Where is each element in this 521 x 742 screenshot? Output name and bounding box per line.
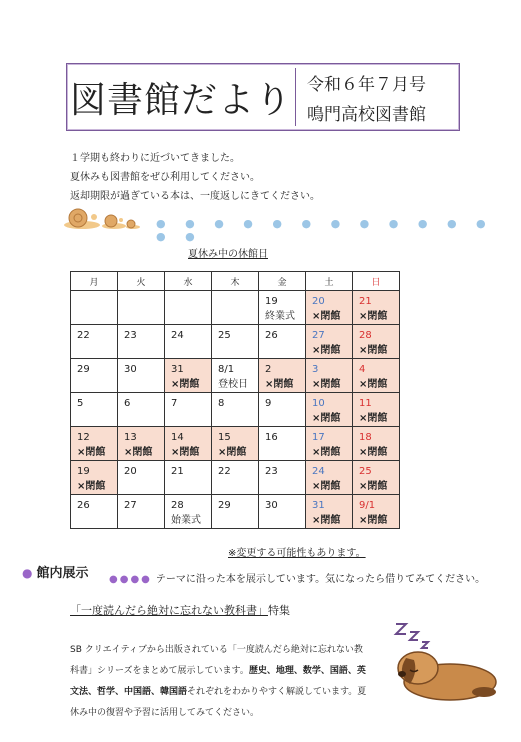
intro-line: １学期も終わりに近づいてきました。: [70, 153, 240, 164]
calendar-day-cell: [259, 291, 306, 325]
closed-label: ×閉館: [359, 345, 388, 356]
closed-label: ×閉館: [77, 447, 106, 458]
sleep-z-icon: [396, 624, 428, 648]
calendar-date: 18: [359, 432, 372, 443]
calendar-day-header: 日: [353, 272, 400, 291]
calendar-date: 30: [265, 500, 278, 511]
calendar-date: 16: [265, 432, 278, 443]
calendar-day-header: 火: [118, 272, 165, 291]
calendar-week-row: [71, 325, 400, 359]
calendar-day-cell: [71, 427, 118, 461]
calendar-day-cell: [118, 359, 165, 393]
calendar-day-cell: [71, 495, 118, 529]
calendar-date: 20: [312, 296, 325, 307]
feature-subjects: 歴史、地理、数学、国語、英文法、哲学、中国語、韓国語: [70, 666, 366, 697]
calendar-day-header: 土: [306, 272, 353, 291]
calendar-date: 29: [218, 500, 231, 511]
calendar-day-header: 水: [165, 272, 212, 291]
closed-label: ×閉館: [359, 515, 388, 526]
snail-icon: [102, 215, 126, 229]
calendar-date: 11: [359, 398, 372, 409]
calendar-week-row: [71, 359, 400, 393]
calendar-day-cell: [306, 427, 353, 461]
calendar-date: 8: [218, 398, 225, 409]
sleeping-dog-illustration: [388, 618, 508, 708]
calendar-date: 8/1: [218, 364, 235, 375]
calendar-week-row: [71, 291, 400, 325]
calendar-date: 19: [265, 296, 278, 307]
calendar-date: 2: [265, 364, 272, 375]
calendar-date: 7: [171, 398, 178, 409]
calendar-date: 22: [77, 330, 90, 341]
calendar-day-cell: [212, 393, 259, 427]
calendar-day-cell: [212, 325, 259, 359]
feature-heading-title: 「一度読んだら絶対に忘れない教科書」: [70, 604, 268, 617]
calendar-day-cell: [118, 291, 165, 325]
intro-line: 返却期限が過ぎている本は、一度返しにきてください。: [70, 191, 320, 202]
exhibit-description: [109, 570, 485, 585]
calendar-date: 4: [359, 364, 366, 375]
closed-label: ×閉館: [359, 447, 388, 458]
closed-label: ×閉館: [359, 379, 388, 390]
snails-illustration: [60, 203, 142, 231]
feature-heading: [70, 602, 290, 618]
calendar-day-cell: [306, 495, 353, 529]
calendar-day-cell: [71, 291, 118, 325]
calendar-date: 10: [312, 398, 325, 409]
calendar-day-header: 木: [212, 272, 259, 291]
calendar-day-header: 金: [259, 272, 306, 291]
issue-date: 令和６年７月号: [307, 75, 426, 95]
school-library-name: 鳴門高校図書館: [307, 105, 426, 125]
calendar-day-cell: [259, 427, 306, 461]
calendar-day-cell: [353, 291, 400, 325]
calendar-date: 9: [265, 398, 272, 409]
calendar-day-cell: [212, 427, 259, 461]
calendar-date: 3: [312, 364, 319, 375]
calendar-date: 28: [171, 500, 184, 511]
calendar-day-cell: [353, 393, 400, 427]
closed-label: ×閉館: [312, 515, 341, 526]
calendar-day-cell: [71, 325, 118, 359]
feature-body: [70, 640, 370, 724]
feature-body-text: SB クリエイティブから出版されている「一度読んだら絶対に忘れない教科書」シリーズをまとめて展示しています。: [70, 645, 363, 676]
closed-label: ×閉館: [218, 447, 247, 458]
calendar-day-cell: [165, 359, 212, 393]
calendar-day-cell: [165, 393, 212, 427]
closed-label: ×閉館: [124, 447, 153, 458]
calendar-date: 17: [312, 432, 325, 443]
calendar-day-cell: [71, 393, 118, 427]
calendar-day-cell: [306, 359, 353, 393]
event-label: 始業式: [171, 515, 201, 526]
calendar-day-cell: [259, 359, 306, 393]
calendar-date: 6: [124, 398, 131, 409]
calendar-date: 24: [171, 330, 184, 341]
calendar-body: [71, 291, 400, 529]
calendar-day-cell: [306, 461, 353, 495]
calendar-day-cell: [353, 427, 400, 461]
calendar-date: 9/1: [359, 500, 376, 511]
calendar-day-cell: [118, 325, 165, 359]
closed-label: ×閉館: [359, 311, 388, 322]
closed-label: ×閉館: [359, 481, 388, 492]
closed-label: ×閉館: [312, 413, 341, 424]
closed-label: ×閉館: [359, 413, 388, 424]
calendar-date: 23: [124, 330, 137, 341]
calendar-day-cell: [353, 359, 400, 393]
calendar-date: 29: [77, 364, 90, 375]
closed-label: ×閉館: [312, 311, 341, 322]
closed-label: ×閉館: [265, 379, 294, 390]
exhibit-heading-text: 館内展示: [36, 566, 89, 581]
bullet-icon: ●: [22, 566, 33, 580]
calendar-date: 26: [77, 500, 90, 511]
event-label: 終業式: [265, 311, 295, 322]
calendar-day-cell: [212, 359, 259, 393]
closed-label: ×閉館: [312, 481, 341, 492]
calendar-day-cell: [71, 359, 118, 393]
calendar-date: 27: [124, 500, 137, 511]
calendar-date: 30: [124, 364, 137, 375]
intro-line: 夏休みも図書館をぜひ利用してください。: [70, 172, 260, 183]
exhibit-text: テーマに沿った本を展示しています。気になったら借りてみてください。: [155, 574, 486, 585]
calendar-day-cell: [212, 461, 259, 495]
calendar-day-cell: [165, 495, 212, 529]
calendar-date: 14: [171, 432, 184, 443]
calendar-day-cell: [259, 393, 306, 427]
calendar-week-row: [71, 427, 400, 461]
closed-label: ×閉館: [312, 379, 341, 390]
closed-label: ×閉館: [171, 379, 200, 390]
calendar-date: 25: [359, 466, 372, 477]
calendar-disclaimer: ※変更する可能性もあります。: [228, 548, 366, 559]
calendar-day-cell: [306, 325, 353, 359]
title-meta: [307, 70, 426, 130]
exhibit-heading: [22, 562, 89, 581]
closed-label: ×閉館: [312, 345, 341, 356]
calendar-week-row: [71, 495, 400, 529]
calendar-date: 27: [312, 330, 325, 341]
calendar-day-cell: [259, 461, 306, 495]
closed-label: ×閉館: [171, 447, 200, 458]
calendar-day-cell: [118, 461, 165, 495]
calendar-date: 21: [171, 466, 184, 477]
calendar-date: 22: [218, 466, 231, 477]
calendar-day-cell: [118, 393, 165, 427]
calendar-day-cell: [165, 291, 212, 325]
dog-icon: [398, 652, 496, 700]
calendar-day-cell: [165, 461, 212, 495]
calendar-day-cell: [212, 495, 259, 529]
calendar-day-cell: [212, 291, 259, 325]
calendar-day-cell: [259, 325, 306, 359]
snail-icon: [126, 220, 140, 229]
calendar-date: 5: [77, 398, 84, 409]
newsletter-title: 図書館だより: [69, 79, 292, 121]
calendar-day-header: 月: [71, 272, 118, 291]
calendar-date: 31: [171, 364, 184, 375]
closed-label: ×閉館: [77, 481, 106, 492]
calendar-week-row: [71, 461, 400, 495]
calendar-date: 23: [265, 466, 278, 477]
calendar-header-row: [71, 272, 400, 291]
calendar-day-cell: [353, 461, 400, 495]
calendar-date: 26: [265, 330, 278, 341]
calendar-day-cell: [306, 291, 353, 325]
calendar-day-cell: [165, 325, 212, 359]
calendar-date: 13: [124, 432, 137, 443]
dots-icon: ●●●●: [109, 574, 152, 585]
calendar-day-cell: [118, 495, 165, 529]
calendar-week-row: [71, 393, 400, 427]
calendar-day-cell: [353, 495, 400, 529]
calendar-date: 31: [312, 500, 325, 511]
title-box: [66, 63, 460, 131]
feature-heading-suffix: 特集: [268, 604, 290, 617]
calendar-date: 25: [218, 330, 231, 341]
intro-text: [70, 149, 320, 206]
title-divider: [295, 68, 296, 126]
calendar-date: 20: [124, 466, 137, 477]
calendar-day-cell: [71, 461, 118, 495]
closure-calendar: [70, 271, 400, 529]
feature-body-text: それぞれをわかりやすく解説しています。夏休み中の復習や予習に活用してみてください。: [70, 687, 367, 718]
calendar-day-cell: [306, 393, 353, 427]
calendar-caption: 夏休み中の休館日: [188, 249, 268, 260]
calendar-date: 12: [77, 432, 90, 443]
calendar-date: 19: [77, 466, 90, 477]
snail-icon: [64, 209, 100, 229]
calendar-day-cell: [118, 427, 165, 461]
calendar-date: 15: [218, 432, 231, 443]
event-label: 登校日: [218, 379, 248, 390]
calendar-date: 28: [359, 330, 372, 341]
closed-label: ×閉館: [312, 447, 341, 458]
calendar-date: 21: [359, 296, 372, 307]
calendar-day-cell: [165, 427, 212, 461]
calendar-day-cell: [259, 495, 306, 529]
calendar-day-cell: [353, 325, 400, 359]
raindrop-decoration-icon: ● ● ● ● ● ● ● ● ● ● ● ● ● ●: [156, 217, 494, 243]
calendar-date: 24: [312, 466, 325, 477]
